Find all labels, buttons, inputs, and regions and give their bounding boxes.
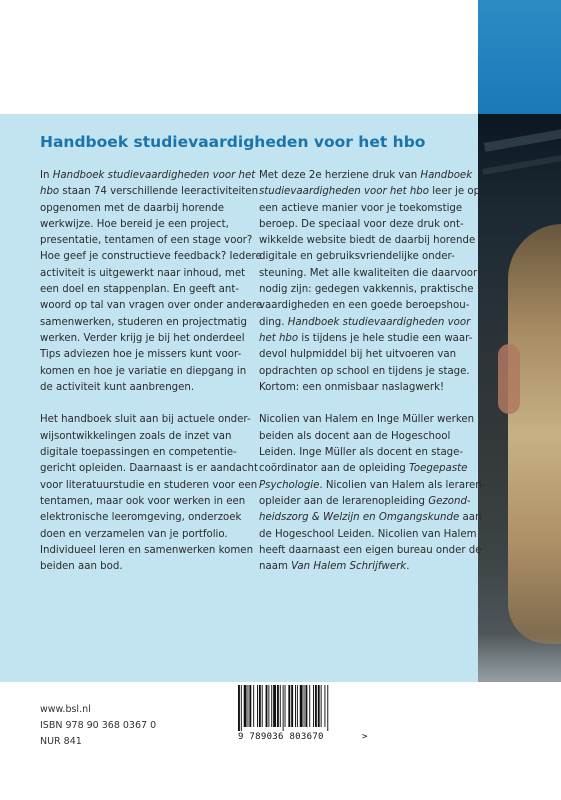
barcode-bar	[318, 685, 320, 727]
barcode-bar	[248, 685, 249, 727]
text-segment: staan 74 verschillende leeractiviteiten	[59, 186, 259, 198]
barcode-bar	[268, 685, 269, 727]
text-line	[259, 298, 470, 314]
text-segment: activiteit is uitgewerkt naar inhoud, met	[40, 267, 246, 279]
website-url: www.bsl.nl	[40, 704, 91, 715]
barcode-bar	[277, 685, 279, 727]
barcode-bar	[257, 685, 258, 727]
barcode-bar	[249, 685, 251, 727]
photo-light-streak	[484, 129, 561, 152]
text-segment: een doel en stappenplan. En geeft ant-	[40, 284, 240, 296]
text-segment: leer je op	[428, 186, 481, 198]
text-segment: presentatie, tentamen of een stage voor?	[40, 235, 253, 247]
italic-text: Gezond-	[428, 495, 471, 507]
text-line	[259, 347, 464, 363]
text-column-right	[259, 168, 486, 592]
text-line	[40, 559, 245, 575]
barcode-bar	[291, 685, 293, 727]
text-line	[259, 266, 478, 282]
italic-text: het hbo	[259, 332, 299, 344]
text-line	[259, 461, 468, 477]
text-line	[40, 510, 245, 526]
italic-text: studievaardigheden voor het hbo	[259, 186, 429, 198]
text-line	[259, 217, 464, 233]
blue-accent-stripe	[478, 0, 561, 114]
text-segment: coördinator aan de opleiding	[259, 463, 409, 475]
barcode-bar	[241, 685, 242, 731]
barcode-bar	[283, 685, 284, 731]
text-line	[259, 543, 482, 559]
body-paragraph	[40, 168, 263, 396]
text-line	[40, 494, 245, 510]
barcode-bar	[271, 685, 272, 727]
text-line	[40, 282, 245, 298]
publisher-info	[40, 702, 156, 750]
text-segment: samenwerken, studeren en projectmatig	[40, 316, 247, 328]
italic-text: Handboek	[420, 170, 473, 181]
text-line	[259, 315, 471, 331]
text-line	[40, 527, 245, 543]
barcode-bar	[297, 685, 298, 727]
text-segment: digitale en gebruiksvriendelijke onder-	[259, 251, 455, 263]
text-line	[259, 559, 464, 575]
text-segment: naam	[259, 561, 292, 573]
text-segment: ding.	[259, 316, 288, 328]
text-line	[259, 184, 481, 200]
text-line	[259, 527, 477, 543]
text-line	[40, 543, 254, 559]
book-title: Handboek studievaardigheden voor het hbo	[40, 133, 426, 151]
text-segment: opleider aan de lerarenopleiding	[259, 495, 429, 507]
italic-text: heidszorg & Welzijn en Omgangskunde	[259, 512, 460, 524]
text-line	[40, 364, 245, 380]
text-segment: wijsontwikkelingen zoals de inzet van	[40, 430, 232, 442]
barcode-bar	[321, 685, 322, 727]
photo-bottom-light	[478, 634, 561, 682]
text-segment: steuning. Met alle kwaliteiten die daarvoor	[259, 267, 478, 279]
text-segment: opgenomen met de daarbij horende	[40, 202, 225, 214]
text-line	[259, 331, 473, 347]
text-line	[40, 331, 245, 347]
text-line	[40, 298, 263, 314]
barcode-bar	[280, 685, 281, 727]
text-line	[40, 168, 256, 184]
text-line	[259, 233, 476, 249]
italic-text: Handboek studievaardigheden voor	[287, 316, 471, 328]
barcode-bar	[300, 685, 303, 727]
text-segment: Individueel leren en samenwerken komen	[40, 544, 254, 556]
barcode-bar	[309, 685, 310, 727]
text-segment: nodig zijn: gedegen vakkennis, praktische	[259, 284, 474, 296]
text-segment: voor literatuurstudie en studeren voor een	[40, 479, 258, 491]
text-segment: beroep. De speciaal voor deze druk ont-	[259, 218, 464, 230]
text-line	[40, 429, 245, 445]
italic-text: Van Halem Schrijfwerk	[291, 561, 407, 573]
body-paragraph	[259, 168, 481, 396]
barcode-bar	[305, 685, 307, 727]
text-line	[259, 249, 464, 265]
text-segment: digitale toepassingen en competentie-	[40, 447, 237, 459]
text-segment: werken. Verder krijg je bij het onderdeel	[40, 332, 245, 344]
text-line	[40, 347, 245, 363]
italic-text: Psychologie	[259, 479, 320, 491]
barcode-bar	[304, 685, 305, 727]
top-white-band	[0, 0, 478, 114]
text-segment: de activiteit kunt aanbrengen.	[40, 381, 195, 393]
text-segment: Tips adviezen hoe je missers kunt voor-	[40, 349, 242, 361]
text-segment: Nicolien van Halem en Inge Müller werken	[259, 414, 475, 426]
photo-light-streak	[482, 155, 561, 175]
text-segment: doen en verzamelen van je portfolio.	[40, 528, 228, 540]
text-segment: opdrachten op school en tijdens je stage.	[259, 365, 470, 377]
barcode-bars	[236, 685, 356, 731]
cover-photo	[478, 114, 561, 682]
barcode-bar	[295, 685, 296, 727]
barcode-bar	[288, 685, 290, 727]
text-segment: wikkelde website biedt de daarbij horende	[259, 235, 476, 247]
text-column-left	[40, 168, 263, 592]
text-line	[259, 445, 464, 461]
text-line	[40, 461, 258, 477]
text-line	[40, 478, 258, 494]
text-line	[259, 380, 464, 396]
text-segment: tentamen, maar ook voor werken in een	[40, 495, 246, 507]
text-line	[40, 201, 245, 217]
text-segment: woord op tal van vragen over onder andere	[40, 300, 263, 312]
text-line	[259, 364, 470, 380]
text-segment: de Hogeschool Leiden. Nicolien van Halem	[259, 528, 477, 540]
nur-code: NUR 841	[40, 736, 82, 747]
barcode-bar	[244, 685, 247, 727]
text-segment: een actieve manier voor je toekomstige	[259, 202, 463, 214]
text-segment: gericht opleiden. Daarnaast is er aandacht	[40, 463, 258, 475]
text-segment: Kortom: een onmisbaar naslagwerk!	[259, 381, 445, 393]
text-line	[40, 233, 253, 249]
photo-hair	[508, 224, 561, 644]
text-segment: In	[40, 170, 53, 181]
barcode-bar	[238, 685, 240, 731]
barcode-bar	[315, 685, 317, 727]
text-line	[259, 494, 471, 510]
text-segment: Hoe geef je constructieve feedback? Iedere	[40, 251, 262, 263]
text-line	[259, 478, 486, 494]
barcode-bar	[266, 685, 268, 727]
barcode-bar	[259, 685, 261, 727]
text-line	[259, 168, 473, 184]
italic-text: Handboek studievaardigheden voor het	[52, 170, 256, 181]
text-line	[259, 510, 482, 526]
text-line	[40, 315, 245, 331]
text-segment: werkwijze. Hoe bereid je een project,	[40, 218, 229, 230]
barcode-bar	[253, 685, 254, 727]
photo-face	[498, 344, 520, 414]
barcode-arrow: >	[362, 732, 368, 742]
barcode-digits: 9 789036 803670	[238, 732, 324, 742]
barcode-bar	[313, 685, 314, 727]
text-line	[40, 380, 245, 396]
text-segment: aan	[459, 512, 482, 524]
barcode-bar	[285, 685, 286, 727]
text-line	[40, 266, 245, 282]
text-segment: komen en hoe je variatie en diepgang in	[40, 365, 247, 377]
text-line	[40, 249, 262, 265]
text-line	[259, 201, 464, 217]
text-segment: Leiden. Inge Müller als docent en stage-	[259, 447, 464, 459]
text-line	[40, 445, 245, 461]
text-segment: is tijdens je hele studie een waar-	[298, 332, 473, 344]
text-line	[40, 184, 259, 200]
text-line	[259, 282, 474, 298]
body-paragraph	[40, 412, 258, 575]
text-line	[259, 429, 464, 445]
text-segment: beiden aan bod.	[40, 561, 123, 573]
barcode-bar	[273, 685, 276, 727]
barcode-bar	[262, 685, 263, 727]
text-segment: . Nicolien van Halem als leraren-	[319, 479, 486, 491]
text-segment: vaardigheden en een goede beroepshou-	[259, 300, 470, 312]
isbn-number: ISBN 978 90 368 0367 0	[40, 720, 157, 731]
text-line	[259, 412, 475, 428]
text-segment: Het handboek sluit aan bij actuele onder-	[40, 414, 251, 426]
text-segment: beiden als docent aan de Hogeschool	[259, 430, 451, 442]
text-segment: devol hulpmiddel bij het uitvoeren van	[259, 349, 457, 361]
text-segment: Met deze 2e herziene druk van	[259, 170, 421, 181]
text-segment: elektronische leeromgeving, onderzoek	[40, 512, 242, 524]
barcode-bar	[327, 685, 328, 731]
italic-text: hbo	[40, 186, 60, 198]
text-segment: heeft daarnaast een eigen bureau onder de	[259, 544, 482, 556]
isbn-barcode	[236, 685, 376, 755]
text-line	[40, 412, 251, 428]
text-segment: .	[406, 561, 410, 573]
text-line	[40, 217, 245, 233]
body-paragraph	[259, 412, 486, 575]
barcode-bar	[324, 685, 325, 727]
italic-text: Toegepaste	[408, 463, 468, 475]
